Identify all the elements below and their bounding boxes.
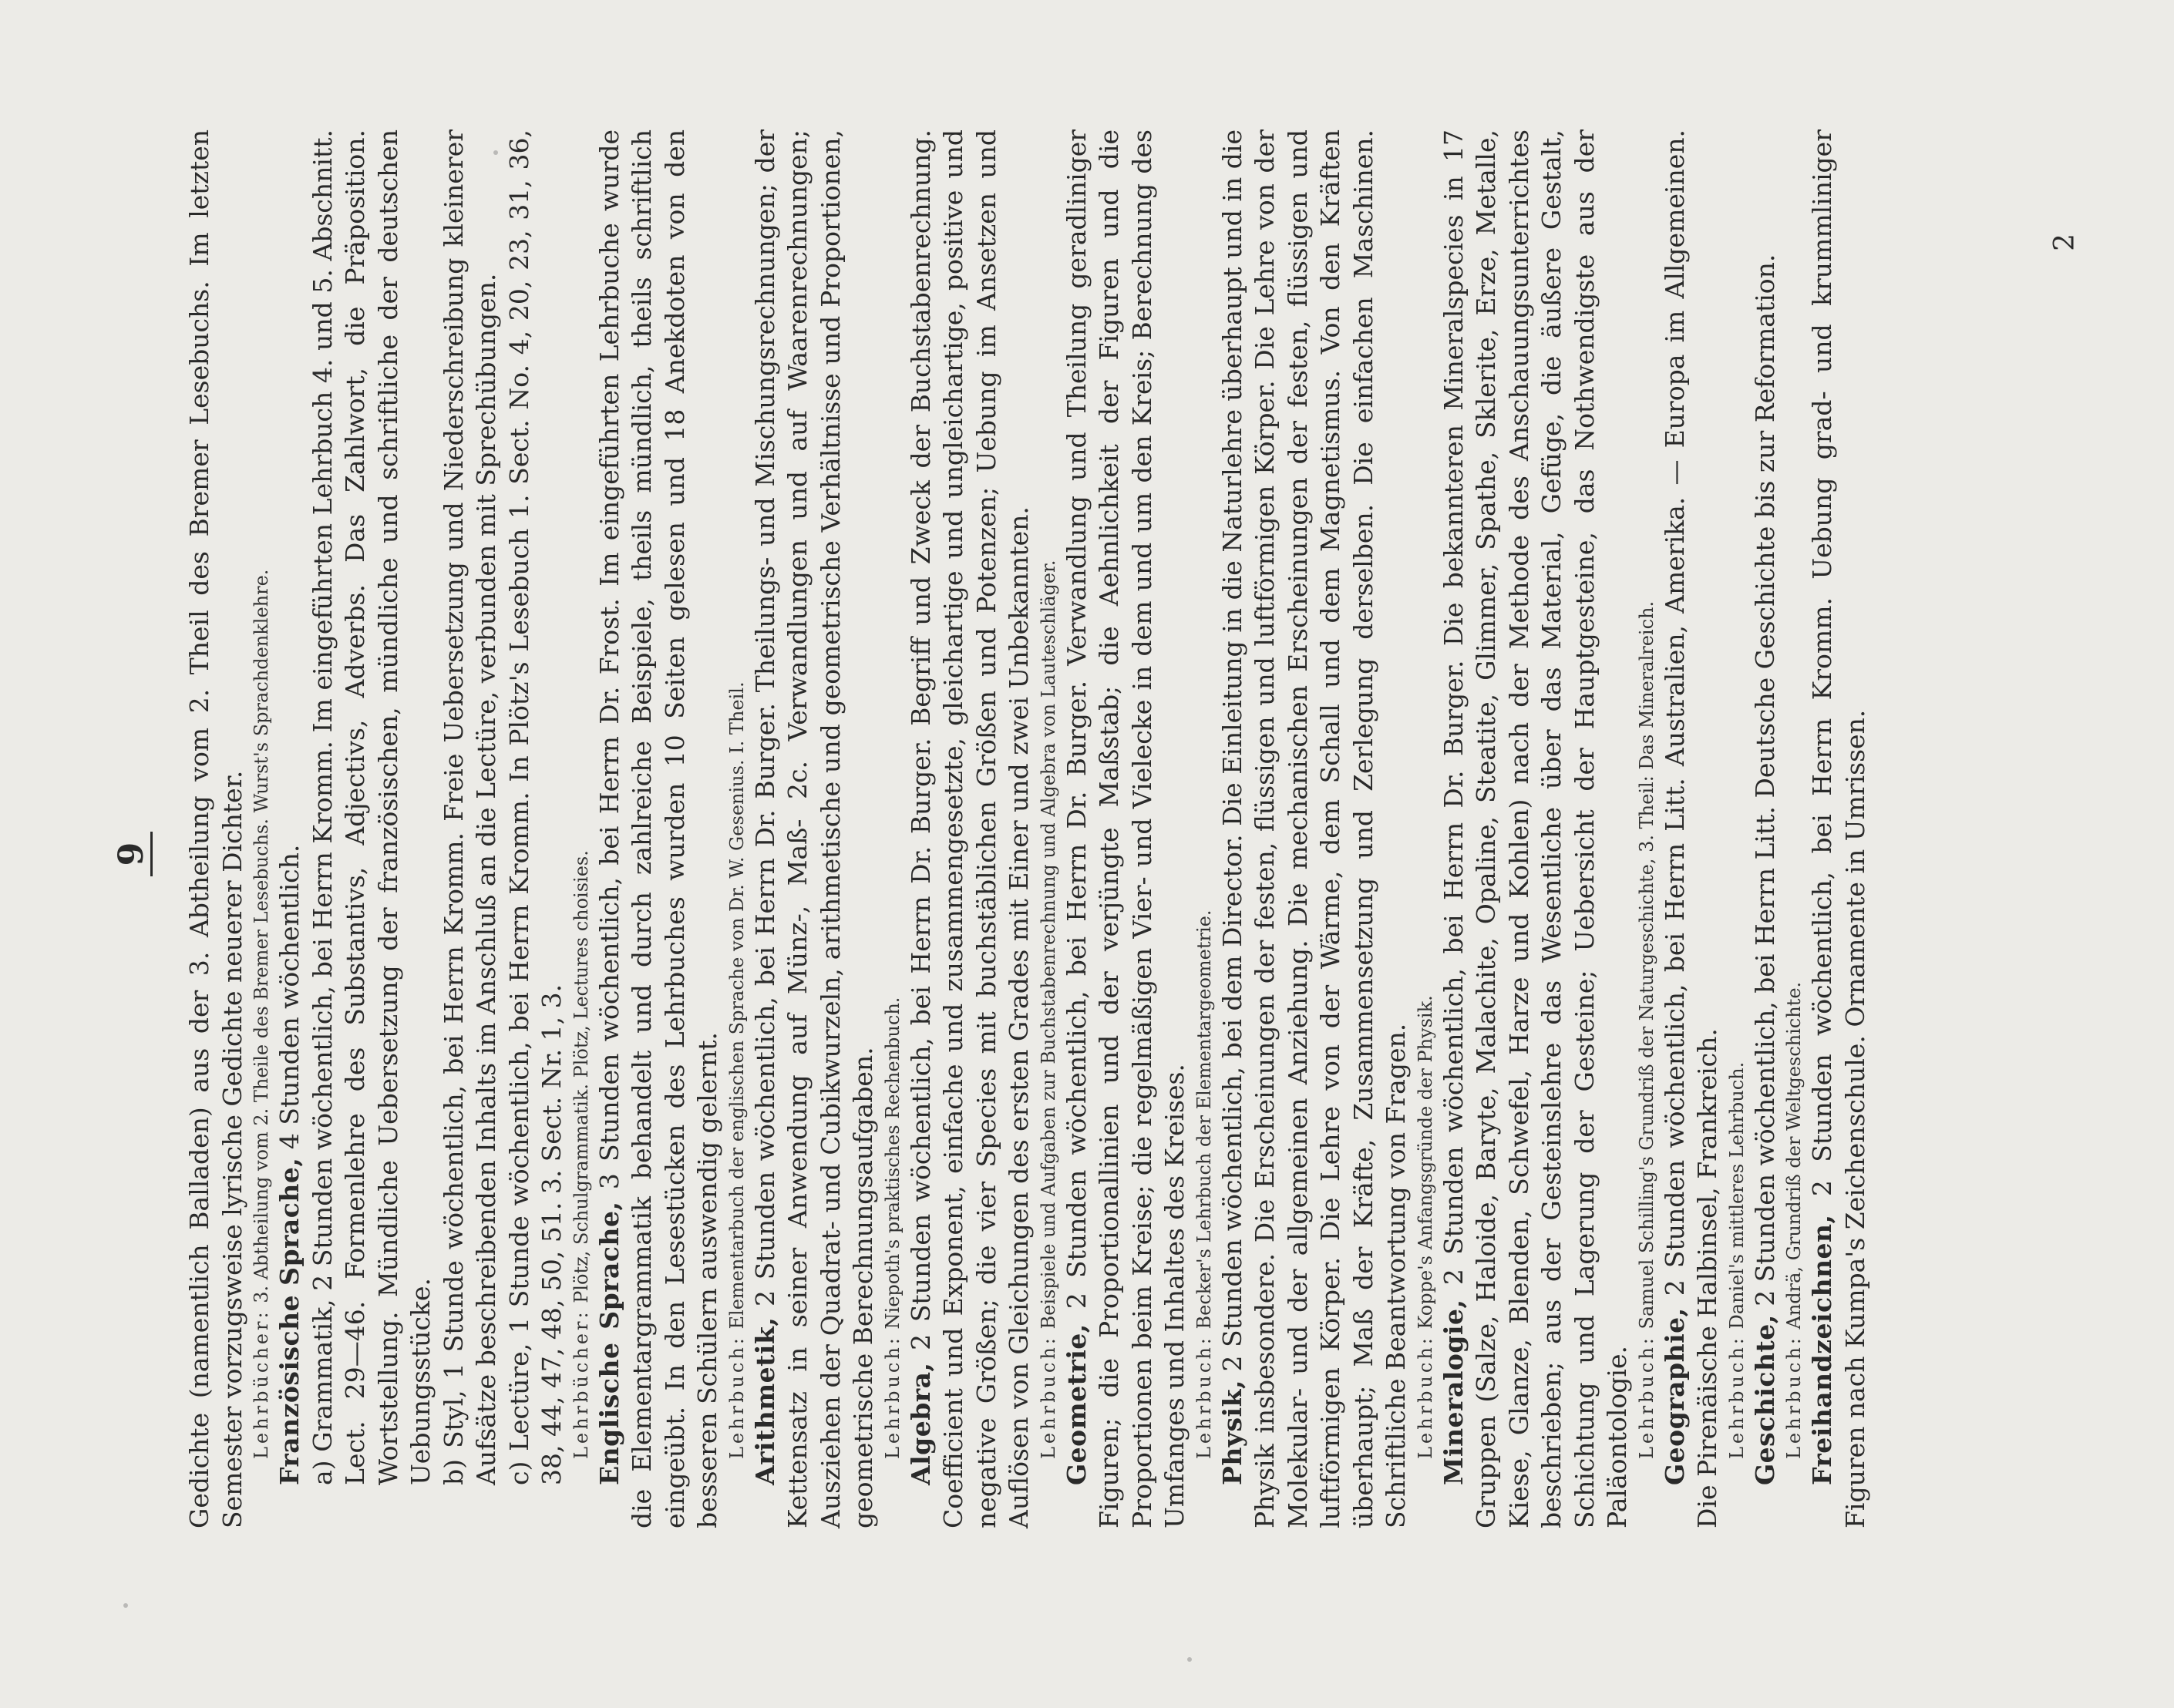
textbook-note: Lehrbuch: Beispiele und Aufgaben zur Buchstabenrechnung und Algebra von Lauteschläger. xyxy=(1037,560,1059,1459)
section-arithmetic: Arithmetik, 2 Stunden wöchentlich, bei Herrn Dr. Burger. Theilungs- und Mischungsrechnungen; der Kettensatz in seiner Anwendung auf Münz-, Maß- 2c. Verwandlungen und auf Waarenrechnungen; Ausziehen der Quadrat- und Cubikwurzeln, arithmetische und geometrische Verhältnisse und Proportionen, geometrische Berechnungsaufgaben. xyxy=(749,129,878,1528)
text-body xyxy=(183,129,1872,1528)
section-drawing: Freihandzeichnen, 2 Stunden wöchentlich, bei Herrn Kromm. Uebung grad- und krummliniger Figuren nach Kumpa's Zeichenschule. Ornamente in Umrissen. xyxy=(1807,129,1870,1528)
section-algebra: Algebra, 2 Stunden wöchentlich, bei Herrn Dr. Burger. Begriff und Zweck der Buchstabenrechnung. Coefficient und Exponent, einfache und zusammengesetzte, gleichartige und ungleichartige, positive und negative Größen; die vier Species mit buchstäblichen Größen und Potenzen; Uebung im Ansetzen und Auflösen von Gleichungen des ersten Grades mit Einer und zwei Unbekannten. xyxy=(905,129,1034,1528)
textbook-note: Lehrbuch: Elementarbuch der englischen Sprache von Dr. W. Gesenius. I. Theil. xyxy=(725,681,748,1459)
textbook-note: Lehrbuch: Niepoth's praktisches Rechenbuch. xyxy=(881,997,904,1459)
section-geometry: Geometrie, 2 Stunden wöchentlich, bei Herrn Dr. Burger. Verwandlung und Theilung geradliniger Figuren; die Proportionallinien und der verjüngte Maßstab; die Aehnlichkeit der Figuren und die Proportionen beim Kreise; die regelmäßigen Vier- und Vielecke in dem und um den Kreis; Berechnung des Umfanges und Inhaltes des Kreises. xyxy=(1061,129,1190,1528)
section-history: Geschichte, 2 Stunden wöchentlich, bei Herrn Litt. Deutsche Geschichte bis zur Reformation. xyxy=(1749,254,1780,1485)
page-number: 9 xyxy=(116,832,153,877)
dust-speck xyxy=(123,1603,128,1608)
section-title: Algebra, xyxy=(905,1362,936,1485)
document-page xyxy=(0,68,2174,1640)
section-title: Freihandzeichnen, xyxy=(1807,1214,1837,1485)
signature-mark: 2 xyxy=(2048,234,2081,251)
french-reading: c) Lectüre, 1 Stunde wöchentlich, bei Herrn Kromm. In Plötz's Lesebuch 1. Sect. No. 4, 20, 23, 31, 36, 38, 44, 47, 48, 50, 51. 3. Sect. Nr. 1, 3. xyxy=(503,129,567,1485)
section-physics: Physik, 2 Stunden wöchentlich, bei dem Director. Die Einleitung in die Naturlehre überhaupt und in die Physik insbesondere. Die Erscheinungen der festen, flüssigen und luftförmigen Körper. Die Lehre von der Molekular- und der allgemeinen Anziehung. Die mechanischen Erscheinungen der festen, flüssigen und luftförmigen Körper. Die Lehre von der Wärme, dem Schall und dem Magnetismus. Von den Kräften überhaupt; Maß der Kräfte, Zusammensetzung und Zerlegung derselben. Die einfachen Maschinen. Schriftliche Beantwortung von Fragen. xyxy=(1217,129,1411,1528)
section-mineralogy: Mineralogie, 2 Stunden wöchentlich, bei Herrn Dr. Burger. Die bekannteren Mineralspecies in 17 Gruppen (Salze, Haloide, Baryte, Malachite, Opaline, Steatite, Glimmer, Spathe, Sklerite, Erze, Metalle, Kiese, Glanze, Blenden, Schwefel, Harze und Kohlen) nach der Methode des Anschauungsunterrichtes beschrieben; aus der Gesteinslehre das Wesentliche über das Material, Gefüge, die äußere Gestalt, Schichtung und Lagerung der Gesteine; Uebersicht der Hauptgesteine, das Nothwendigste aus der Paläontologie. xyxy=(1438,129,1632,1528)
section-geography: Geographie, 2 Stunden wöchentlich, bei Herrn Litt. Australien, Amerika. — Europa im Allgemeinen. Die Pirenäische Halbinsel, Frankreich. xyxy=(1659,129,1722,1528)
section-title: Geschichte, xyxy=(1749,1314,1780,1485)
page-header xyxy=(112,68,153,1640)
textbook-note: Lehrbuch: Samuel Schilling's Grundriß der Naturgeschichte, 3. Theil: Das Mineralreich. xyxy=(1635,600,1657,1459)
section-english: Englische Sprache, 3 Stunden wöchentlich, bei Herrn Dr. Frost. Im eingeführten Lehrbuche wurde die Elementargrammatik behandelt und durch zahlreiche Beispiele, theils mündlich, theils schriftlich eingeübt. In den Lesestücken des Lehrbuches wurden 10 Seiten gelesen und 18 Anekdoten von den besseren Schülern auswendig gelernt. xyxy=(594,129,722,1528)
textbook-note: Lehrbuch: Andrä, Grundriß der Weltgeschichte. xyxy=(1783,981,1805,1459)
section-title: Arithmetik, xyxy=(749,1316,780,1485)
section-title: Geographie, xyxy=(1659,1307,1690,1485)
textbook-note: Lehrbücher: 3. Abtheilung vom 2. Theile des Bremer Lesebuchs. Wurst's Sprachdenklehre. xyxy=(251,569,272,1459)
french-grammar: a) Grammatik, 2 Stunden wöchentlich, bei Herrn Kromm. Im eingeführten Lehrbuch 4. und 5. Abschnitt. Lect. 29—46. Formenlehre des Substantivs, Adjectivs, Adverbs. Das Zahlwort, die Präposition. Wortstellung. Mündliche Uebersetzung der französischen, mündliche und schriftliche der deutschen Uebungsstücke. xyxy=(307,129,436,1485)
textbook-note: Lehrbuch: Daniel's mittleres Lehrbuch. xyxy=(1725,1061,1748,1459)
section-title: Geometrie, xyxy=(1061,1323,1092,1485)
dust-speck xyxy=(1187,1657,1192,1662)
textbook-note: Lehrbuch: Koppe's Anfangsgründe der Physik. xyxy=(1414,995,1436,1459)
textbook-note: Lehrbuch: Becker's Lehrbuch der Elementargeometrie. xyxy=(1193,909,1215,1459)
section-title: Physik, xyxy=(1217,1380,1247,1485)
french-style: b) Styl, 1 Stunde wöchentlich, bei Herrn Kromm. Freie Uebersetzung und Niederschreibung kleinerer Aufsätze beschreibenden Inhalts im Anschluß an die Lectüre, verbunden mit Sprechübungen. xyxy=(438,129,501,1485)
section-title: Mineralogie, xyxy=(1438,1299,1469,1485)
section-title: Englische Sprache, xyxy=(594,1201,624,1485)
textbook-note: Lehrbücher: Plötz, Schulgrammatik. Plötz, Lectures choisies. xyxy=(570,850,592,1459)
section-title: Französische Sprache, xyxy=(274,1157,305,1485)
paragraph-intro: Gedichte (namentlich Balladen) aus der 3. Abtheilung vom 2. Theil des Bremer Lesebuchs. Im letzten Semester vorzugsweise lyrische Gedichte neuerer Dichter. xyxy=(184,129,247,1528)
section-french: Französische Sprache, 4 Stunden wöchentlich. xyxy=(274,844,305,1485)
dust-speck xyxy=(493,150,498,155)
